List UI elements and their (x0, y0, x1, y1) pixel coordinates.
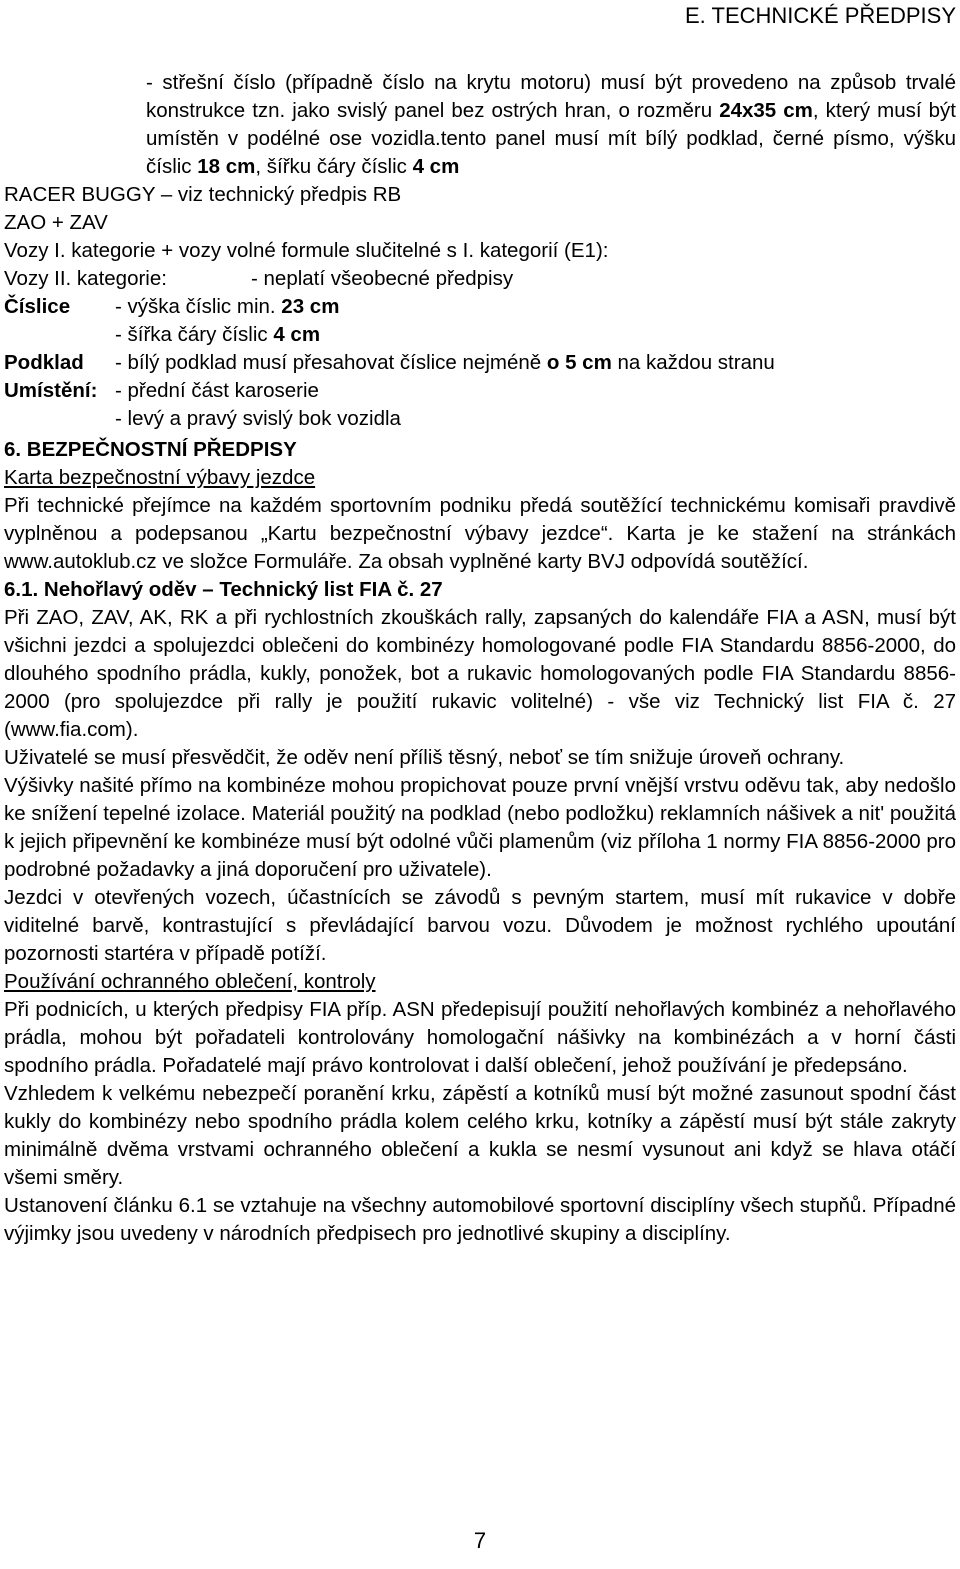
vozy-ii-row (4, 265, 956, 293)
cislice-width: - šířka čáry číslic 4 cm (115, 323, 321, 346)
umisteni-front: - přední část karoserie (115, 379, 319, 402)
page-number: 7 (473, 1528, 487, 1553)
paragraph-neck-protection: Vzhledem k velkému nebezpečí poranění krku, zápěstí a kotníků musí být možné zasunout spodní část kukly do kombinézy nebo spodního prádla kolem celého krku, kotníky a zápěstí musí být stále zakryty minimálně dvěma vrstvami ochranného oblečení a kukla se nesmí vysunout ani když se hlava otáčí všemi směry. (4, 1082, 956, 1189)
cislice-width-row (4, 321, 956, 349)
vozy-ii-label: Vozy II. kategorie: (4, 267, 167, 290)
paragraph-controls: Při podnicích, u kterých předpisy FIA příp. ASN předepisují použití nehořlavých kombinéz a nehořlavého prádla, mohou být pořadateli kontrolovány homologační nášivky na kombinézách a v horní části spodního prádla. Pořadatelé mají právo kontrolovat i další oblečení, jehož používání je předepsáno. (4, 998, 956, 1077)
paragraph-scope: Ustanovení článku 6.1 se vztahuje na všechny automobilové sportovní disciplíny všech stupňů. Případné výjimky jsou uvedeny v národních předpisech pro jednotlivé skupiny a disciplíny. (4, 1194, 956, 1245)
paragraph-fit: Uživatelé se musí přesvědčit, že oděv není příliš těsný, neboť se tím snižuje úroveň ochrany. (4, 746, 845, 769)
vozy-ii-value: - neplatí všeobecné předpisy (251, 267, 514, 290)
cislice-label: Číslice (4, 295, 71, 318)
document-body (4, 69, 956, 1248)
umisteni-side: - levý a pravý svislý bok vozidla (115, 407, 401, 430)
cislice-height: - výška číslic min. 23 cm (115, 295, 340, 318)
podklad-row (4, 349, 956, 377)
subsection-heading: 6.1. Nehořlavý oděv – Technický list FIA č. 27 (4, 578, 443, 601)
card-heading: Karta bezpečnostní výbavy jezdce (4, 466, 316, 489)
racer-buggy-line: RACER BUGGY – viz technický předpis RB (4, 183, 402, 206)
vozy-i-line: Vozy I. kategorie + vozy volné formule slučitelné s I. kategorií (E1): (4, 239, 609, 262)
umisteni-label: Umístění: (4, 379, 98, 402)
page-header: E. TECHNICKÉ PŘEDPISY (685, 3, 956, 28)
podklad-text: - bílý podklad musí přesahovat číslice nejméně o 5 cm na každou stranu (115, 351, 775, 374)
paragraph-fireproof-suit: Při ZAO, ZAV, AK, RK a při rychlostních zkouškách rally, zapsaných do kalendáře FIA a ASN, musí být všichni jezdci a spolujezdci oblečeni do kombinézy homologované podle FIA Standardu 8856-2000, do dlouhého spodního prádla, kukly, ponožek, bot a rukavic homologovaných podle FIA Standardu 8856-2000 (pro spolujezdce při rally je použití rukavic volitelné) - vše viz Technický list FIA č. 27 (www.fia.com). (4, 606, 956, 741)
section-heading: 6. BEZPEČNOSTNÍ PŘEDPISY (4, 438, 297, 461)
umisteni-row (4, 377, 956, 405)
cislice-row (4, 293, 956, 321)
zao-zav-line: ZAO + ZAV (4, 211, 108, 234)
paragraph-embroidery: Výšivky našité přímo na kombinéze mohou propichovat pouze první vnější vrstvu oděvu tak, aby nedošlo ke snížení tepelné izolace. Materiál použitý na podklad (nebo podložku) reklamních nášivek a nit' použitá k jejich připevnění ke kombinéze musí být odolné vůči plamenům (viz příloha 1 normy FIA 8856-2000 pro podrobné požadavky a jiná doporučení pro uživatele). (4, 774, 956, 881)
umisteni-side-row (4, 405, 956, 433)
paragraph-gloves: Jezdci v otevřených vozech, účastnících se závodů s pevným startem, musí mít rukavice v dobře viditelné barvě, kontrastující s převládající barvou vozu. Důvodem je možnost rychlého upoutání pozornosti startéra v případě potíží. (4, 886, 956, 965)
usage-heading: Používání ochranného oblečení, kontroly (4, 970, 376, 993)
card-paragraph: Při technické přejímce na každém sportovním podniku předá soutěžící technickému komisaři pravdivě vyplněnou a podepsanou „Kartu bezpečnostní výbavy jezdce“. Karta je ke stažení na stránkách www.autoklub.cz ve složce Formuláře. Za obsah vyplněné karty BVJ odpovídá soutěžící. (4, 494, 956, 573)
podklad-label: Podklad (4, 351, 84, 374)
roof-number-paragraph: - střešní číslo (případně číslo na krytu motoru) musí být provedeno na způsob trvalé konstrukce tzn. jako svislý panel bez ostrých hran, o rozměru 24x35 cm, který musí být umístěn v podélné ose vozidla.tento panel musí mít bílý podklad, černé písmo, výšku číslic 18 cm, šířku čáry číslic 4 cm (146, 71, 957, 178)
